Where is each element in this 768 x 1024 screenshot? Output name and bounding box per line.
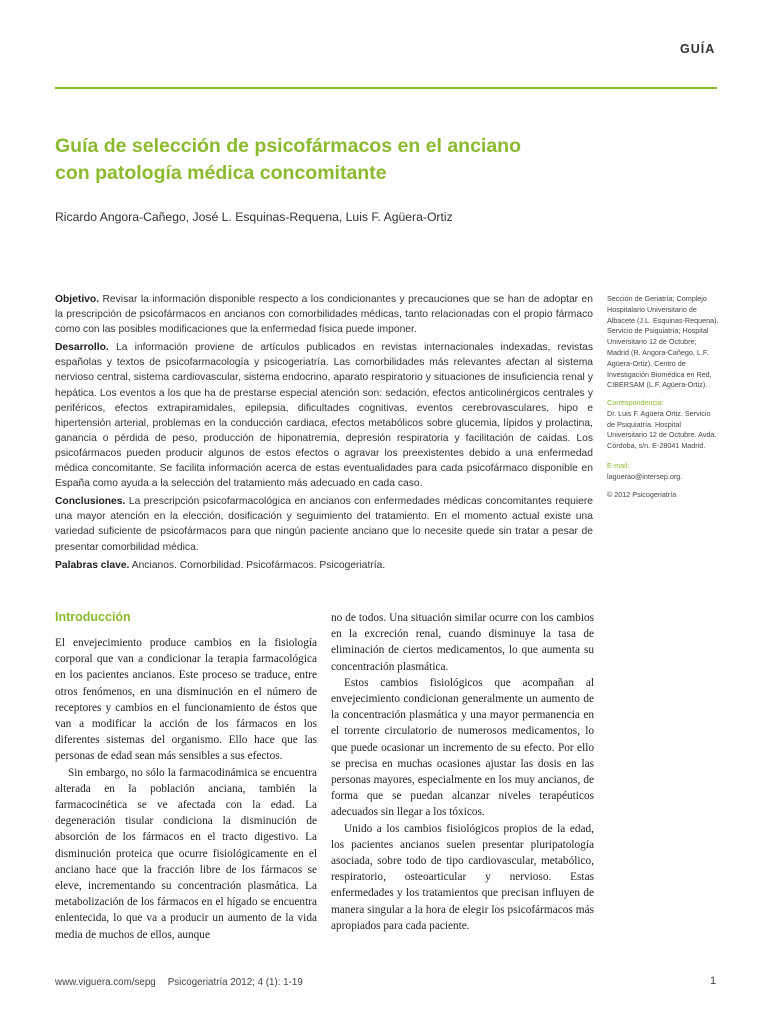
abstract-objetivo	[55, 292, 593, 337]
objetivo-label: Objetivo.	[55, 294, 100, 305]
body-paragraph: Unido a los cambios fisiológicos propios de la edad, los pacientes ancianos suelen presentar pluripatología asociada, sobre todo de tipo cardiovascular, metabólico, respiratorio, osteoarticular y nervioso. Estas enfermedades y los tratamientos que precisan influyen de manera singular a la hora de elegir los psicofármacos más apropiados para cada paciente.	[331, 822, 594, 932]
title-line-1: Guía de selección de psicofármacos en el anciano	[55, 135, 522, 157]
objetivo-text: Revisar la información disponible respecto a los condicionantes y precauciones que se han de adoptar en la prescripción de psicofármacos en ancianos con comorbilidades médicas, tanto relacionadas con el propio fármaco como con las posibles modificaciones que la enfermedad física puede imponer.	[55, 294, 593, 336]
conclusiones-text: La prescripción psicofarmacológica en ancianos con enfermedades médicas concomitantes requiere una mayor atención en la elección, dosificación y seguimiento del tratamiento. En el momento actual existe una variedad suficiente de psicofármacos para que ningún paciente anciano que lo necesite quede sin tratar a pesar de presentar comorbilidad médica.	[55, 496, 593, 553]
correspondence-text: Dr. Luis F. Agüera Ortiz. Servicio de Psiquiatría. Hospital Universitario 12 de Octubre. Avda. Córdoba, s/n. E-28041 Madrid.	[607, 408, 717, 451]
footer-url[interactable]: www.viguera.com/sepg	[55, 977, 156, 988]
footer	[55, 977, 315, 988]
copyright: © 2012 Psicogeriatría	[607, 490, 677, 499]
body-paragraph: Sin embargo, no sólo la farmacodinámica se encuentra alterada en la población anciana, también la farmacocinética se ve afectada con la edad. La degeneración tisular condiciona la disminución de absorción de los fármacos en el tracto digestivo. La disminución proteica que ocurre fisiológicamente en el anciano hace que la fracción libre de los fármacos se eleve, incrementando su concentración plasmática. La metabolización de los fármacos en el hígado se encuentra enlentecida, lo que va a producir un aumento de la vida media de muchos de ellos, aunque	[55, 766, 317, 941]
desarrollo-text: La información proviene de artículos publicados en revistas internacionales indexadas, revistas españolas y textos de psicofarmacología y psicogeriatría. Las comorbilidades más relevantes afectan al sistema nervioso central, sistema cardiovascular, sistema endocrino, aparato respiratorio y situaciones de insuficiencia renal y hepática. Los eventos a los que ha de prestarse especial atención son: sedación, efectos anticolinérgicos centrales y periféricos, efectos extrapiramidales, epilepsia, dificultades cognitivas, eventos cerebrovasculares, hipo e hipertensión arterial, problemas en la conducción cardiaca, efectos metabólicos sobre glucemia, lípidos y prolactina, ganancia o pérdida de peso, producción de hiponatremia, depresión respiratoria y facilitación de caídas. Los psicofármacos pueden producir algunos de estos efectos o agravar los preexistentes debido a una enfermedad médica concomitante. Se facilita información acerca de estas eventualidades para cada psicofármaco disponible en España como ayuda a la selección del tratamiento más adecuado en cada caso.	[55, 342, 593, 490]
title-line-2: con patología médica concomitante	[55, 162, 387, 184]
abstract-conclusiones	[55, 494, 593, 554]
header-divider	[55, 87, 717, 89]
affiliations: Sección de Geriatría; Complejo Hospitalario Universitario de Albacete (J.L. Esquinas-Requena). Servicio de Psiquiatría; Hospital Universitario 12 de Octubre; Madrid (R. Angora-Cañego, L.F. Agüera-Ortiz). Centro de Investigación Biomédica en Red, CIBERSAM (L.F. Agüera-Ortiz).	[607, 294, 719, 390]
desarrollo-label: Desarrollo.	[55, 342, 109, 354]
body-paragraph: El envejecimiento produce cambios en la fisiología corporal que van a condicionar la terapia farmacológica en los pacientes ancianos. Este proceso se traduce, entre otros fenómenos, en una disminución en el número de receptores y cambios en el funcionamiento de éstos que van a modificar la acción de los fármacos en los diferentes sistemas del organismo. Ello hace que las personas de edad sean más sensibles a sus efectos.	[55, 637, 317, 763]
abstract-keywords	[55, 558, 593, 573]
page-number: 1	[710, 975, 717, 987]
email-address[interactable]: laguerao@intersep.org.	[607, 471, 683, 481]
abstract-desarrollo	[55, 340, 593, 491]
section-label: GUÍA	[680, 42, 716, 56]
body-paragraph: Estos cambios fisiológicos que acompañan al envejecimiento condicionan generalmente un aumento de la concentración plasmática y una mayor permanencia en el torrente circulatorio de numerosos medicamentos, lo que puede ocasionar un incremento de su efecto. Por ello se precisa en muchas ocasiones ajustar las dosis en las personas mayores, especialmente en los muy ancianos, de forma que se puedan alcanzar niveles terapéuticos adecuados sin llegar a los tóxicos.	[331, 676, 594, 819]
correspondence	[607, 398, 719, 452]
body-paragraph: no de todos. Una situación similar ocurre con los cambios en la excreción renal, cuando disminuye la tasa de eliminación de ciertos medicamentos, lo que aumenta su concentración plasmática.	[331, 612, 594, 673]
body-column-1	[55, 635, 317, 943]
section-heading-introduccion: Introducción	[55, 610, 131, 624]
author-list: Ricardo Angora-Cañego, José L. Esquinas-Requena, Luis F. Agüera-Ortiz	[55, 210, 453, 224]
email-block	[607, 461, 719, 483]
article-title	[55, 133, 615, 187]
abstract	[55, 292, 593, 576]
footer-citation: Psicogeriatría 2012; 4 (1): 1-19	[167, 977, 303, 988]
keywords-text: Ancianos. Comorbilidad. Psicofármacos. Psicogeriatría.	[129, 559, 386, 571]
email-label: E-mail:	[607, 461, 630, 470]
conclusiones-label: Conclusiones.	[55, 496, 126, 508]
keywords-label: Palabras clave.	[55, 559, 130, 571]
body-column-2	[331, 610, 594, 934]
correspondence-label: Correspondencia:	[607, 398, 664, 407]
